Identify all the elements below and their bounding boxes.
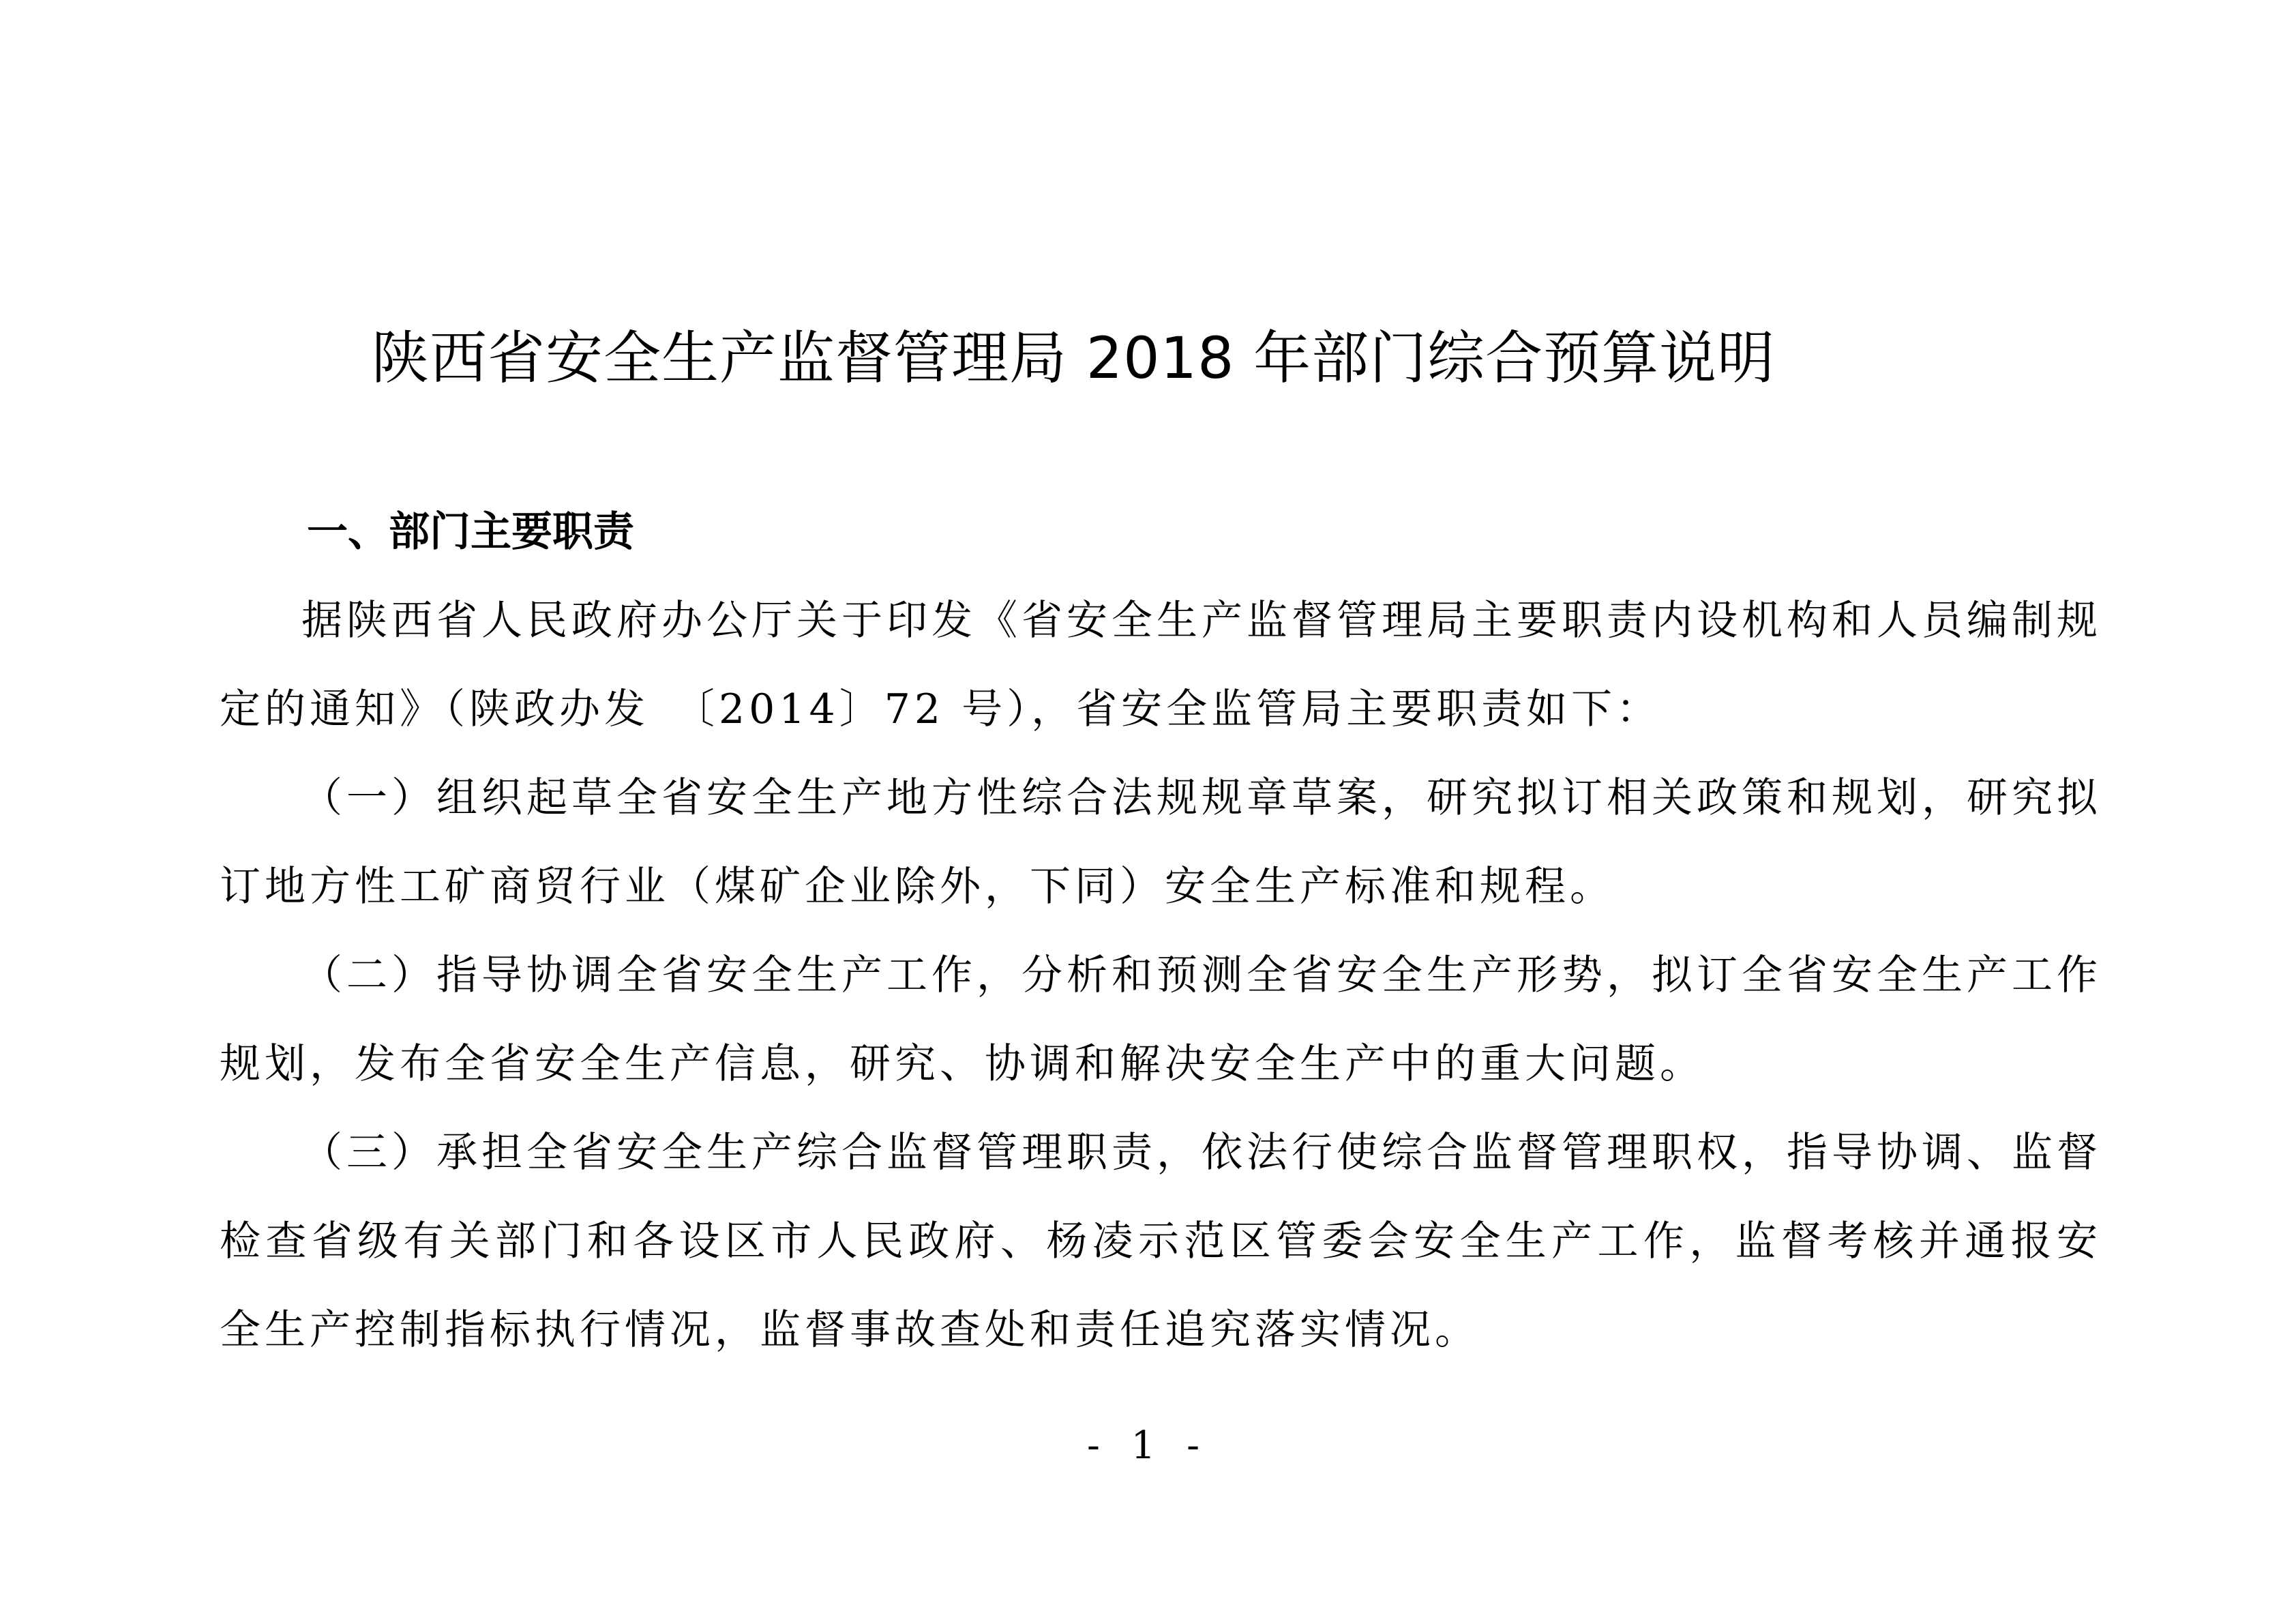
paragraph-intro: 据陕西省人民政府办公厅关于印发《省安全生产监督管理局主要职责内设机构和人员编制规定的通知》（陕政办发 〔2014〕72 号），省安全监管局主要职责如下： <box>220 597 2102 733</box>
document-title: 陕西省安全生产监督管理局 2018 年部门综合预算说明 <box>372 325 1776 392</box>
page-number: - 1 - <box>1086 1423 1210 1468</box>
section-heading: 一、部门主要职责 <box>307 508 634 556</box>
paragraph-duty-2: （二）指导协调全省安全生产工作，分析和预测全省安全生产形势，拟订全省安全生产工作规划，发布全省安全生产信息，研究、协调和解决安全生产中的重大问题。 <box>220 951 2102 1088</box>
paragraph-duty-3: （三）承担全省安全生产综合监督管理职责，依法行使综合监督管理职权，指导协调、监督检查省级有关部门和各设区市人民政府、杨凌示范区管委会安全生产工作，监督考核并通报安全生产控制指标执行情况，监督事故查处和责任追究落实情况。 <box>220 1129 2102 1354</box>
paragraph-duty-1: （一）组织起草全省安全生产地方性综合法规规章草案，研究拟订相关政策和规划，研究拟订地方性工矿商贸行业（煤矿企业除外，下同）安全生产标准和规程。 <box>220 774 2102 911</box>
